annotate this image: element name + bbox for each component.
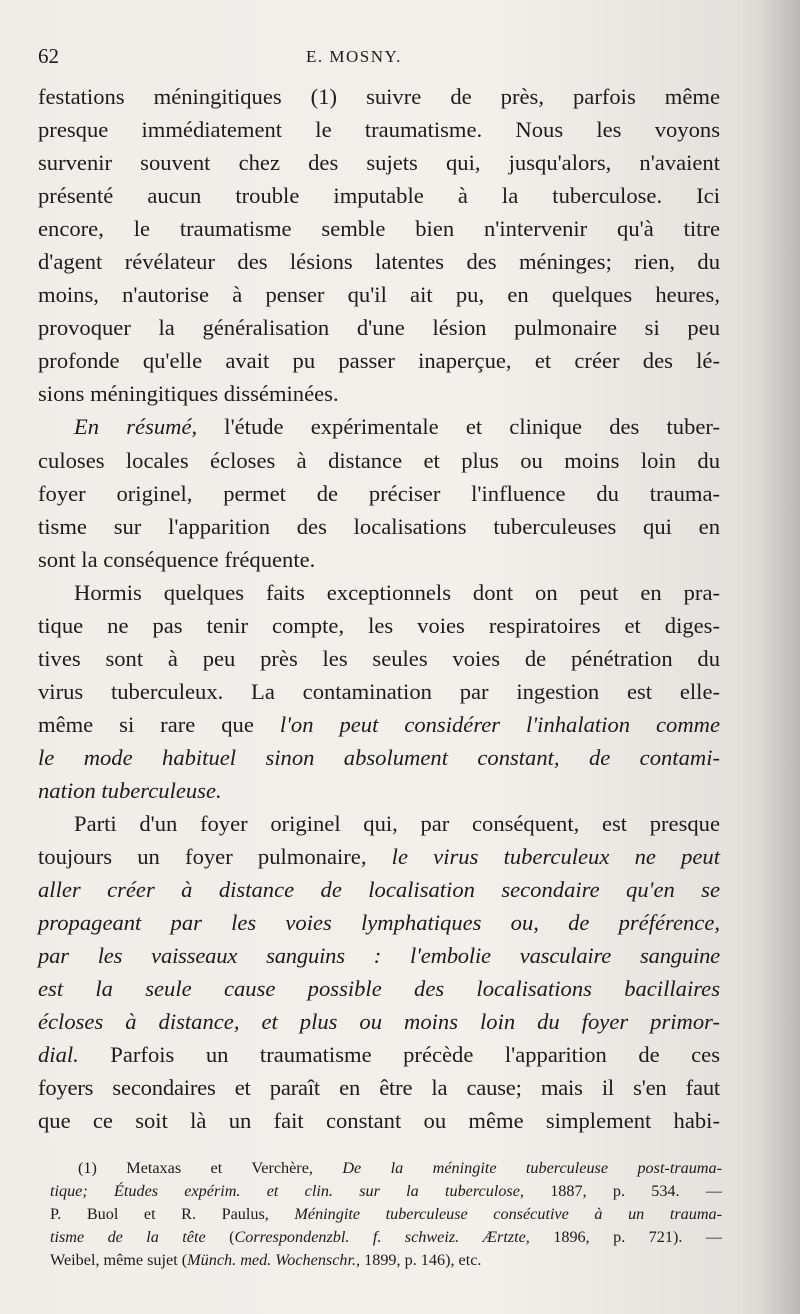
- italic-phrase: Münch. med. Wochenschr.,: [187, 1251, 361, 1269]
- italic-phrase: Méningite tuberculeuse consécutive à un trauma-: [294, 1205, 722, 1223]
- italic-phrase: écloses à distance, et plus ou moins loin du foyer primor-: [38, 1009, 720, 1035]
- page-edge-shadow: [760, 0, 800, 1314]
- text-line: foyers secondaires et paraît en être la cause; mais il s'en faut: [38, 1075, 720, 1101]
- text-line: présenté aucun trouble imputable à la tuberculose. Ici: [38, 183, 720, 209]
- italic-phrase: Correspondenzbl. f. schweiz. Ærtzte,: [234, 1228, 530, 1246]
- italic-phrase: propageant par les voies lymphatiques ou, de préférence,: [38, 910, 720, 936]
- footnote-line: [50, 1226, 722, 1249]
- text-line: [38, 1038, 720, 1071]
- text-line: provoquer la généralisation d'une lésion pulmonaire si peu: [38, 315, 720, 341]
- text-span: Parfois un traumatisme précède l'apparition de ces: [78, 1042, 720, 1068]
- text-span: même si rare que: [38, 711, 280, 737]
- text-line: tives sont à peu près les seules voies de pénétration du: [38, 645, 720, 671]
- italic-phrase: dial.: [38, 1042, 79, 1068]
- italic-phrase: est la seule cause possible des localisations bacillaires: [38, 976, 720, 1002]
- italic-phrase: par les vaisseaux sanguins : l'embolie vasculaire sanguine: [38, 943, 720, 969]
- text-span: P. Buol et R. Paulus,: [50, 1205, 295, 1223]
- text-line: [38, 410, 720, 443]
- text-span: 1887, p. 534. —: [523, 1182, 722, 1200]
- italic-phrase: En résumé,: [74, 414, 198, 440]
- text-span: toujours un foyer pulmonaire,: [38, 844, 392, 870]
- text-line: tique ne pas tenir compte, les voies respiratoires et diges-: [38, 612, 720, 638]
- text-span: Weibel, même sujet (: [50, 1251, 188, 1269]
- text-line: moins, n'autorise à penser qu'il ait pu, en quelques heures,: [38, 282, 720, 308]
- body-text: [38, 80, 720, 1138]
- italic-phrase: De la méningite tuberculeuse post-trauma-: [342, 1159, 722, 1177]
- italic-phrase: l'on peut considérer l'inhalation comme: [279, 711, 720, 737]
- text-line: d'agent révélateur des lésions latentes des méninges; rien, du: [38, 249, 720, 275]
- italic-phrase: aller créer à distance de localisation secondaire qu'en se: [38, 877, 720, 903]
- italic-phrase: le mode habituel sinon absolument constant, de contami-: [38, 744, 720, 770]
- text-line: [38, 972, 720, 1005]
- text-span: 1899, p. 146), etc.: [360, 1251, 482, 1269]
- text-line: Hormis quelques faits exceptionnels dont on peut en pra-: [74, 579, 720, 605]
- text-span: (1) Metaxas et Verchère,: [78, 1159, 343, 1177]
- text-line: [38, 906, 720, 939]
- text-line: profonde qu'elle avait pu passer inaperçue, et créer des lé-: [38, 348, 720, 374]
- text-line: [38, 939, 720, 972]
- text-line: [38, 873, 720, 906]
- footnote-line: [50, 1180, 722, 1203]
- text-line: presque immédiatement le traumatisme. Nous les voyons: [38, 117, 720, 143]
- footnotes: [50, 1157, 722, 1272]
- text-line: sont la conséquence fréquente.: [38, 546, 316, 572]
- text-span: 1896, p. 721). —: [529, 1228, 722, 1246]
- text-line: virus tuberculeux. La contamination par ingestion est elle-: [38, 678, 720, 704]
- text-line: foyer originel, permet de préciser l'influence du trauma-: [38, 480, 720, 506]
- text-line: [38, 708, 720, 741]
- text-line: [38, 1005, 720, 1038]
- text-line: que ce soit là un fait constant ou même simplement habi-: [38, 1108, 720, 1134]
- text-line: [38, 774, 720, 807]
- text-span: l'étude expérimentale et clinique des tuber-: [197, 414, 720, 440]
- text-line: festations méningitiques (1) suivre de près, parfois même: [38, 84, 720, 109]
- footnote-line: [50, 1157, 722, 1180]
- running-head: E. MOSNY.: [306, 47, 402, 66]
- italic-phrase: le virus tuberculeux ne peut: [391, 844, 720, 870]
- text-line: [38, 741, 720, 774]
- text-line: Parti d'un foyer originel qui, par conséquent, est presque: [74, 811, 720, 837]
- text-line: survenir souvent chez des sujets qui, jusqu'alors, n'avaient: [38, 150, 720, 176]
- text-line: [38, 840, 720, 873]
- footnote-line: [50, 1203, 722, 1226]
- page-number: 62: [38, 44, 59, 68]
- text-line: sions méningitiques disséminées.: [38, 381, 339, 407]
- text-line: tisme sur l'apparition des localisations tuberculeuses qui en: [38, 513, 720, 539]
- footnote-line: [50, 1249, 722, 1272]
- italic-phrase: tique; Études expérim. et clin. sur la tuberculose,: [50, 1182, 524, 1200]
- italic-phrase: nation tuberculeuse.: [38, 777, 222, 803]
- text-line: culoses locales écloses à distance et plus ou moins loin du: [38, 447, 720, 473]
- italic-phrase: tisme de la tête: [50, 1228, 206, 1246]
- text-line: encore, le traumatisme semble bien n'intervenir qu'à titre: [38, 216, 720, 242]
- page-header: [38, 44, 730, 74]
- text-span: (: [205, 1228, 235, 1246]
